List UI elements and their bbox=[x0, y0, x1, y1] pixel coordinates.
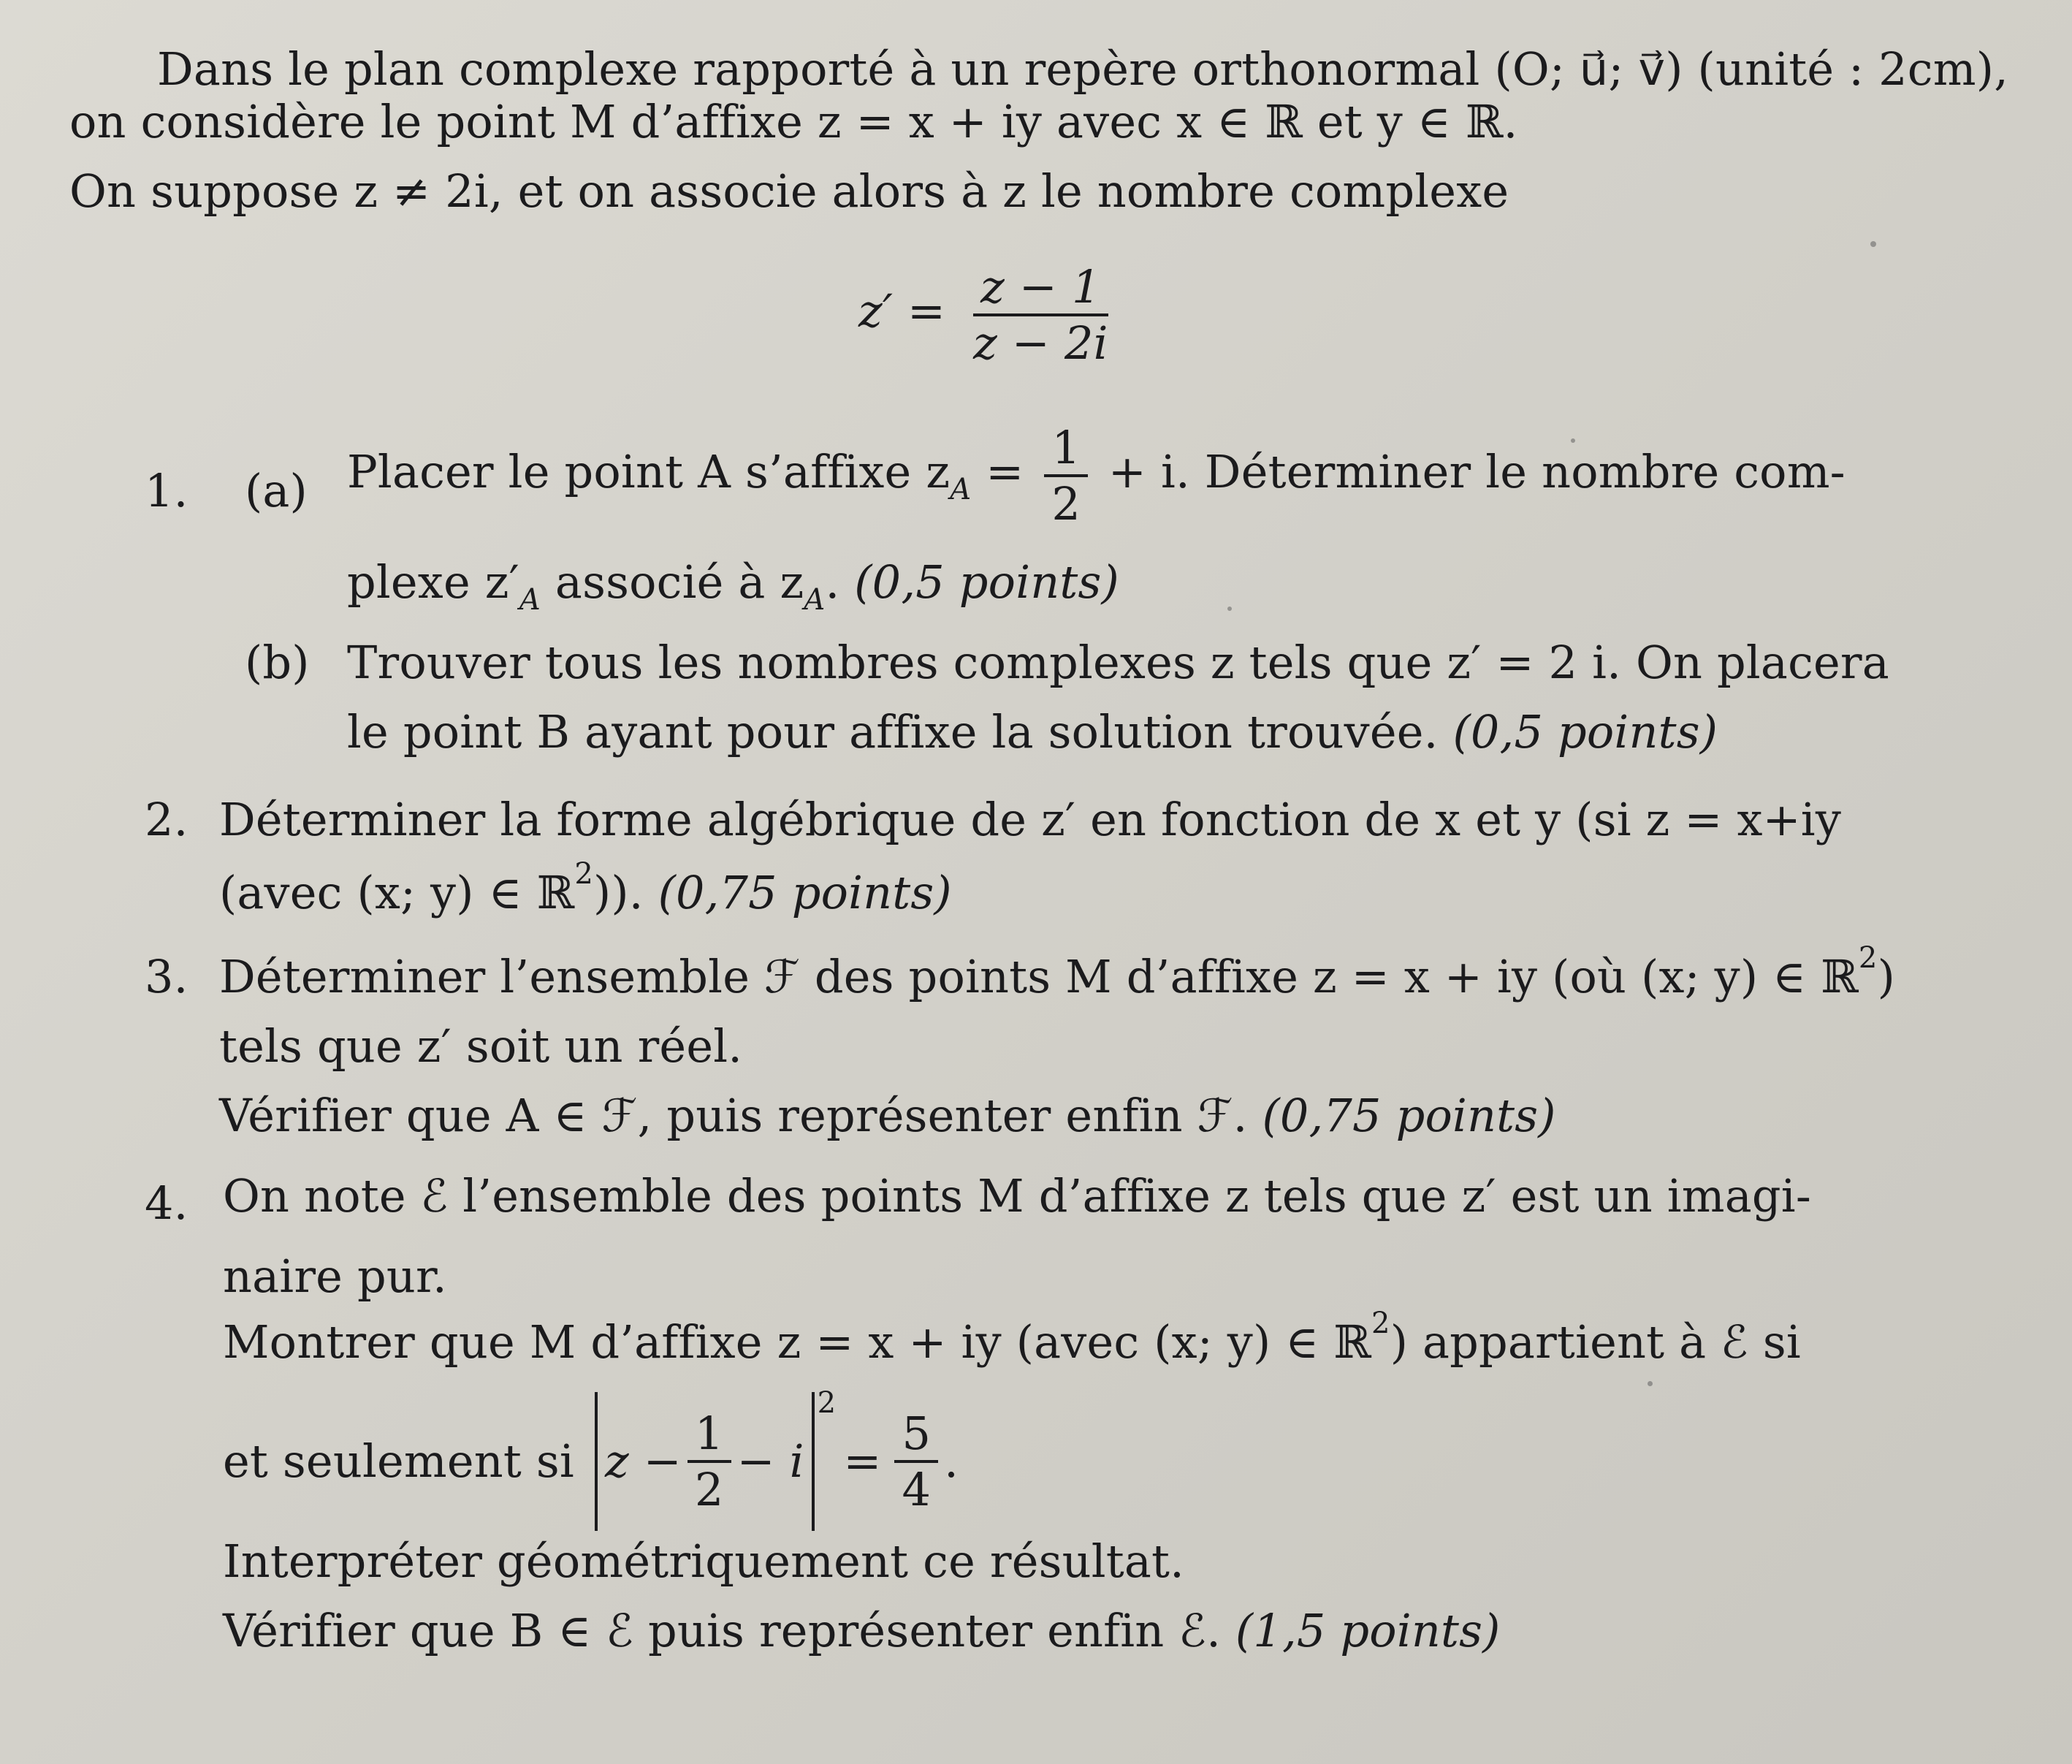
q1-number: 1. bbox=[145, 464, 188, 517]
q4-abs-exponent: 2 bbox=[817, 1386, 837, 1420]
q4-l4-text: et seulement si bbox=[223, 1434, 574, 1488]
q1b-points: (0,5 points) bbox=[1452, 705, 1718, 759]
q1a-equals: = bbox=[986, 445, 1024, 499]
q3-points: (0,75 points) bbox=[1262, 1089, 1556, 1142]
q3-l3-text: Vérifier que A ∈ ℱ, puis représenter enfin ℱ. bbox=[219, 1089, 1248, 1142]
q1a-text: Placer le point A s’affixe z bbox=[347, 445, 951, 499]
q4-l3-text: Montrer que M d’affixe z = x + iy (avec (x; y) ∈ ℝ bbox=[223, 1315, 1372, 1369]
q4-l3-sup: 2 bbox=[1371, 1307, 1390, 1340]
q2-line-1: Déterminer la forme algébrique de z′ en fonction de x et y (si z = x+iy bbox=[219, 793, 1842, 846]
paper-speck bbox=[1648, 1381, 1653, 1386]
q2-l2-post: )). bbox=[593, 866, 644, 919]
q3-line-3 bbox=[219, 1089, 1556, 1143]
q4-rhs-fraction bbox=[894, 1406, 938, 1516]
q1a-subscript: A bbox=[950, 473, 972, 507]
q1a-label: (a) bbox=[245, 464, 308, 517]
intro-line-3: On suppose z ≠ 2i, et on associe alors à z le nombre complexe bbox=[69, 164, 1509, 218]
q1a-l2-text: plexe z′ bbox=[347, 555, 519, 609]
q4-line-4 bbox=[223, 1388, 959, 1535]
q4-rhs-end: . bbox=[944, 1434, 959, 1488]
formula-lhs: z′ = bbox=[858, 284, 946, 338]
q3-number: 3. bbox=[145, 950, 188, 1003]
q4-number: 4. bbox=[145, 1176, 188, 1230]
q1a-frac-den: 2 bbox=[1051, 477, 1081, 531]
q1a-fraction bbox=[1044, 421, 1088, 531]
formula-fraction bbox=[966, 260, 1116, 370]
q4-line-1: On note ℰ l’ensemble des points M d’affixe z tels que z′ est un imagi- bbox=[223, 1169, 1811, 1223]
q1a-line-1 bbox=[347, 421, 1846, 531]
intro-line-1: Dans le plan complexe rapporté à un repère orthonormal (O; u⃗; v⃗) (unité : 2cm), bbox=[157, 42, 2009, 96]
q1a-l2-mid: associé à z bbox=[541, 555, 804, 609]
q4-line-2: naire pur. bbox=[223, 1250, 447, 1303]
formula-denominator: z − 2i bbox=[973, 316, 1108, 370]
paper-speck bbox=[1227, 607, 1232, 611]
q1b-label: (b) bbox=[245, 636, 310, 689]
q1a-l2-end: . bbox=[825, 555, 840, 609]
q1b-text: le point B ayant pour affixe la solution trouvée. bbox=[347, 705, 1439, 759]
q4-l6-text: Vérifier que B ∈ ℰ puis représenter enfin ℰ. bbox=[223, 1604, 1221, 1657]
paper-speck bbox=[1870, 241, 1876, 247]
q1a-l2-sub: A bbox=[519, 583, 541, 617]
q4-abs-fraction bbox=[688, 1406, 731, 1516]
q4-line-3 bbox=[223, 1307, 1801, 1369]
intro-line-2: on considère le point M d’affixe z = x + iy avec x ∈ ℝ et y ∈ ℝ. bbox=[69, 95, 1518, 148]
q4-equals: = bbox=[843, 1434, 882, 1488]
q1a-frac-num: 1 bbox=[1044, 424, 1088, 477]
q1b-line-1: Trouver tous les nombres complexes z tels que z′ = 2 i. On placera bbox=[347, 636, 1889, 689]
q1a-l2-sub2: A bbox=[804, 583, 826, 617]
main-formula bbox=[858, 260, 1121, 370]
q4-abs-pre: z − bbox=[604, 1434, 682, 1488]
q4-rhs-den: 4 bbox=[902, 1463, 932, 1516]
q4-abs-frac-den: 2 bbox=[694, 1463, 724, 1516]
q3-line-1 bbox=[219, 941, 1895, 1004]
q4-abs-frac-num: 1 bbox=[688, 1410, 731, 1463]
q4-abs-post: − i bbox=[736, 1434, 804, 1488]
q1a-text-end: + i. Déterminer le nombre com- bbox=[1108, 445, 1846, 499]
q4-rhs-num: 5 bbox=[894, 1410, 938, 1463]
q1a-points: (0,5 points) bbox=[854, 555, 1119, 609]
q4-points: (1,5 points) bbox=[1235, 1604, 1501, 1657]
q4-line-5: Interpréter géométriquement ce résultat. bbox=[223, 1535, 1185, 1588]
q4-line-6 bbox=[223, 1604, 1501, 1658]
paper-speck bbox=[1571, 438, 1575, 443]
q3-line-2: tels que z′ soit un réel. bbox=[219, 1019, 743, 1073]
q2-points: (0,75 points) bbox=[658, 866, 952, 919]
q4-l3-post: ) appartient à ℰ si bbox=[1390, 1315, 1801, 1369]
formula-numerator: z − 1 bbox=[973, 263, 1108, 316]
q3-l1-text: Déterminer l’ensemble ℱ des points M d’affixe z = x + iy (où (x; y) ∈ ℝ bbox=[219, 950, 1859, 1003]
q2-l2-text: (avec (x; y) ∈ ℝ bbox=[219, 866, 575, 919]
q2-l2-sup: 2 bbox=[574, 857, 593, 891]
q2-line-2 bbox=[219, 857, 952, 920]
q1b-line-2 bbox=[347, 705, 1718, 759]
q4-modulus bbox=[595, 1392, 815, 1531]
q3-l1-post: ) bbox=[1877, 950, 1895, 1003]
q2-number: 2. bbox=[145, 793, 188, 846]
q1a-line-2 bbox=[347, 555, 1119, 617]
q3-l1-sup: 2 bbox=[1858, 941, 1878, 975]
